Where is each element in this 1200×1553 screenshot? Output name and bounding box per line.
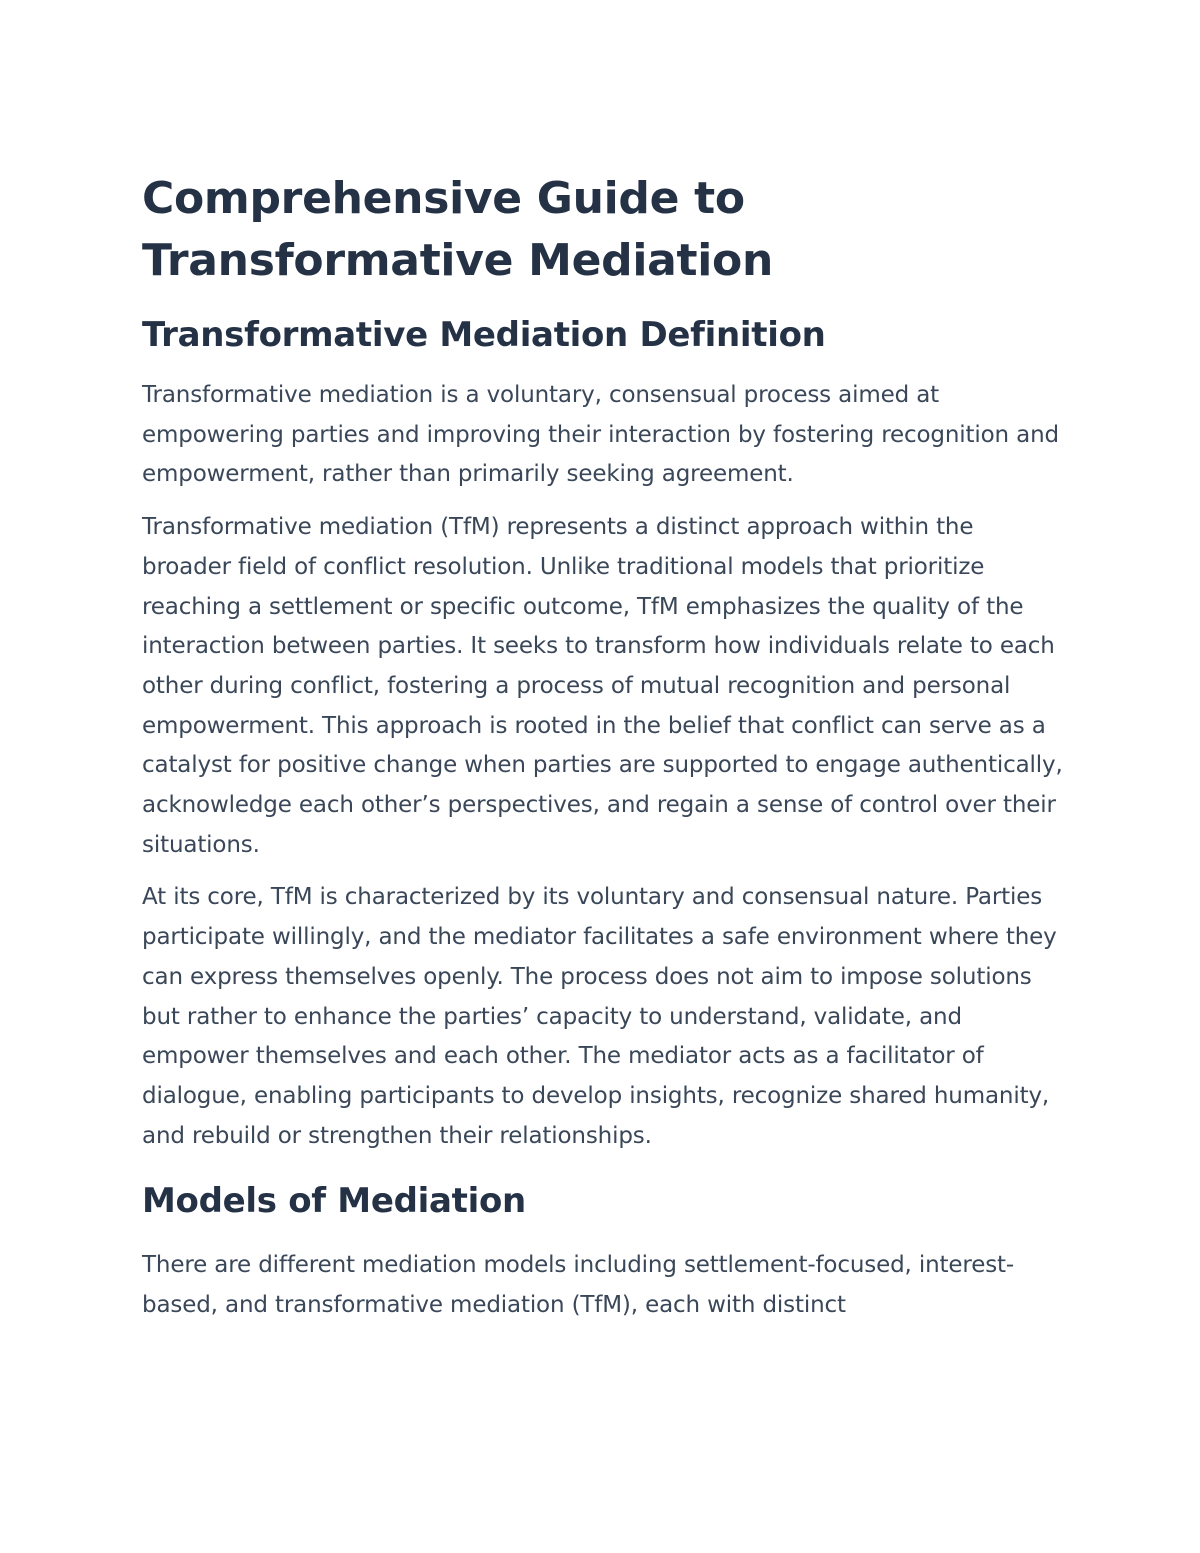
paragraph-definition-core: At its core, TfM is characterized by its voluntary and consensual nature. Parties participate willingly, and the mediator facilitates a safe environment where they can express themselves openly. The process does not aim to impose solutions but rather to enhance the parties’ capacity to understand, validate, and empower themselves and each other. The mediator acts as a facilitator of dialogue, enabling participants to develop insights, recognize shared humanity, and rebuild or strengthen their relationships. (142, 884, 1057, 1149)
document-title: Comprehensive Guide to Transformative Mediation (142, 173, 774, 286)
paragraph-definition-summary: Transformative mediation is a voluntary, consensual process aimed at empowering parties and improving their interaction by fostering recognition and empowerment, rather than primarily seeking agreement. (142, 382, 1059, 488)
paragraph-definition-approach: Transformative mediation (TfM) represents a distinct approach within the broader field of conflict resolution. Unlike traditional models that prioritize reaching a settlement or specific outcome, TfM emphasizes the quality of the interaction between parties. It seeks to transform how individuals relate to each other during conflict, fostering a process of mutual recognition and personal empowerment. This approach is rooted in the belief that conflict can serve as a catalyst for positive change when parties are supported to engage authentically, acknowledge each other’s perspectives, and regain a sense of control over their situations. (142, 514, 1063, 858)
section-heading-definition: Transformative Mediation Definition (142, 315, 826, 355)
paragraph-models-intro: There are different mediation models including settlement-focused, interest-based, and transformative mediation (TfM), each with distinct (142, 1252, 1015, 1319)
section-heading-models: Models of Mediation (142, 1181, 526, 1222)
document-page (142, 168, 1067, 1339)
